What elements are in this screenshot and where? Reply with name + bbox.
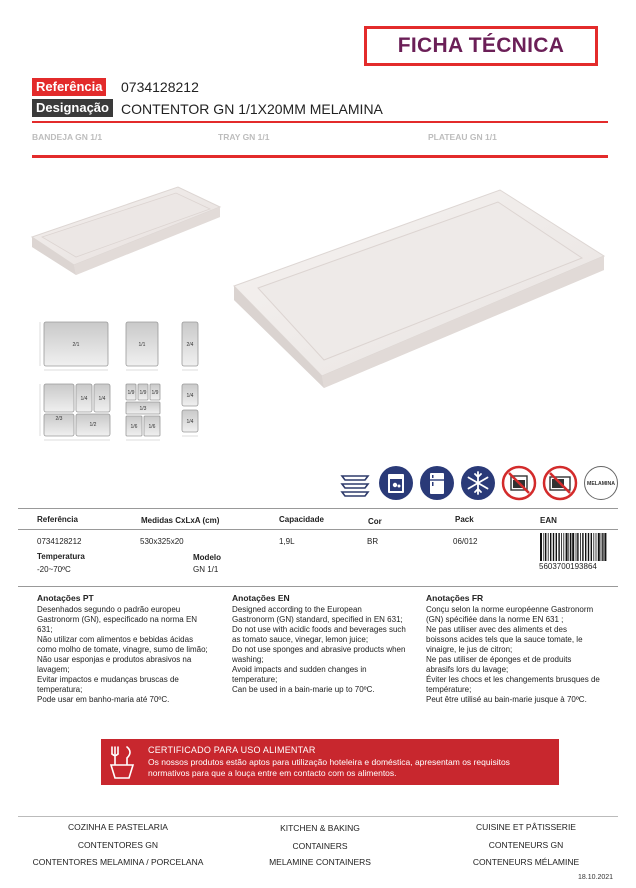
barcode-bar — [598, 533, 600, 561]
td-measures: 530x325x20 — [140, 537, 184, 546]
melamine-icon-text: MELAMINA — [587, 481, 615, 487]
barcode-bar — [588, 533, 589, 561]
th-color: Cor — [368, 517, 382, 526]
diagram-label: 1/9 — [139, 390, 147, 396]
footer-pt-2: CONTENTORES GN — [77, 840, 159, 850]
designation-value: CONTENTOR GN 1/1X20MM MELAMINA — [121, 101, 383, 117]
td-reference: 0734128212 — [37, 537, 82, 546]
diagram-label: 1/4 — [186, 419, 194, 425]
notes-en-body: Designed according to the European Gastronorm (GN) standard, specified in EN 631; Do not use with acidic foods and beverages such as tomato sauce, vinegar, lemon juice; Do not use sponges and abrasive products when washing; Avoid impacts and sudden changes in temperature; Can be used in a bain-marie up to 70ºC. — [232, 605, 406, 694]
barcode-bar — [540, 533, 542, 561]
barcode-bar — [580, 533, 581, 561]
barcode-bar — [568, 533, 569, 561]
barcode-bar — [561, 533, 562, 561]
footer-fr-2: CONTENEURS GN — [488, 840, 564, 850]
barcode-bar — [596, 533, 597, 561]
melamine-icon — [583, 465, 619, 501]
td-pack: 06/012 — [453, 537, 478, 546]
barcode-bar — [572, 533, 574, 561]
barcode-bar — [545, 533, 546, 561]
barcode-bar — [548, 533, 549, 561]
barcode-bar — [601, 533, 602, 561]
freezer-icon — [460, 465, 496, 501]
diagram-label: 1/9 — [127, 390, 135, 396]
td-model: GN 1/1 — [193, 565, 219, 574]
diagram-label: 1/1 — [138, 342, 146, 348]
barcode-bar — [576, 533, 577, 561]
table-header-line — [18, 529, 618, 530]
section-divider — [32, 155, 608, 158]
th-ean: EAN — [540, 516, 557, 525]
notes-pt-body: Desenhados segundo o padrão europeu Gastronorm (GN), especificado na norma EN 631; Não utilizar com alimentos e bebidas ácidas como molho de tomate, vinagre, sumo de limão; Não usar esponjas e produtos abrasivos na lavagem; Evitar impactos e mudanças bruscas de temperatura; Pode usar em banho-maria até 70ºC. — [37, 605, 208, 704]
td-temperature: -20~70ºC — [37, 565, 71, 574]
barcode-bar — [593, 533, 594, 561]
gn-size-diagrams — [28, 318, 214, 452]
footer-pt-1: COZINHA E PASTELARIA — [68, 822, 168, 832]
barcode-bar — [543, 533, 544, 561]
th-capacity: Capacidade — [279, 515, 324, 524]
barcode-bar — [553, 533, 554, 561]
header-divider — [32, 121, 608, 123]
footer-en-3: MELAMINE CONTAINERS — [269, 857, 371, 867]
notes-en-title: Anotações EN — [232, 593, 290, 603]
barcode-bar — [563, 533, 564, 561]
food-certificate-banner — [101, 739, 559, 785]
tray-image-large — [232, 188, 608, 392]
diagram-label: 1/9 — [151, 390, 159, 396]
th-temperature: Temperatura — [37, 552, 85, 561]
name-fr: PLATEAU GN 1/1 — [428, 132, 497, 142]
diagram-label: 2/4 — [186, 342, 194, 348]
diagram-label: 1/3 — [139, 406, 147, 412]
barcode-bar — [556, 533, 557, 561]
ean-barcode — [539, 533, 609, 561]
barcode-bar — [570, 533, 571, 561]
table-bottom-line — [18, 586, 618, 587]
th-model: Modelo — [193, 553, 221, 562]
reference-tag: Referência — [32, 78, 106, 96]
td-capacity: 1,9L — [279, 537, 295, 546]
designation-tag: Designação — [32, 99, 113, 117]
diagram-label: 2/3 — [55, 416, 63, 422]
title-box — [364, 26, 598, 66]
certificate-title: CERTIFICADO PARA USO ALIMENTAR — [148, 745, 316, 755]
dishwasher-icon — [378, 465, 414, 501]
page-title: FICHA TÉCNICA — [397, 34, 565, 57]
diagram-label: 1/6 — [148, 424, 156, 430]
diagram-label: 1/2 — [89, 422, 97, 428]
document-date: 18.10.2021 — [578, 874, 614, 881]
footer-line — [18, 816, 618, 817]
td-color: BR — [367, 537, 379, 546]
barcode-bar — [602, 533, 603, 561]
barcode-bar — [550, 533, 551, 561]
footer-fr-1: CUISINE ET PÂTISSERIE — [476, 822, 576, 832]
barcode-bar — [604, 533, 606, 561]
no-oven-icon — [501, 465, 537, 501]
icons-row — [337, 465, 619, 501]
reference-value: 0734128212 — [121, 79, 199, 95]
tray-image-small — [28, 185, 224, 285]
th-measures: Medidas CxLxA (cm) — [141, 516, 220, 525]
diagram-label: 1/4 — [186, 393, 194, 399]
barcode-bar — [558, 533, 559, 561]
name-pt: BANDEJA GN 1/1 — [32, 132, 103, 142]
footer-en-1: KITCHEN & BAKING — [280, 823, 360, 833]
barcode-bar — [585, 533, 586, 561]
certificate-body: Os nossos produtos estão aptos para utilização hoteleira e doméstica, apresentam os requisitos normativos para que a louça entre em contacto com os alimentos. — [148, 757, 510, 778]
th-pack: Pack — [455, 515, 474, 524]
diagram-label: 1/4 — [98, 396, 106, 402]
diagram-label: 1/6 — [130, 424, 138, 430]
footer-pt-3: CONTENTORES MELAMINA / PORCELANA — [32, 857, 204, 867]
name-en: TRAY GN 1/1 — [218, 132, 270, 142]
footer-fr-3: CONTENEURS MÉLAMINE — [472, 857, 580, 867]
diagram-label: 1/4 — [80, 396, 88, 402]
no-microwave-icon — [542, 465, 578, 501]
stackable-icon — [337, 465, 373, 501]
barcode-bar — [577, 533, 578, 561]
food-safe-icon — [107, 744, 137, 780]
barcode-bar — [566, 533, 568, 561]
barcode-bar — [582, 533, 583, 561]
th-reference: Referência — [37, 515, 78, 524]
footer-en-2: CONTAINERS — [292, 841, 348, 851]
diagram-label: 2/1 — [72, 342, 80, 348]
notes-pt-title: Anotações PT — [37, 593, 94, 603]
notes-fr-body: Conçu selon la norme européenne Gastronorm (GN) spécifiée dans la norme EN 631 ; Ne pas utiliser avec des aliments et des boissons acides tels que la sauce tomate, le vinaigre, le jus de citron; Ne pas utiliser de éponges et de produits abrasifs lors du lavage; Éviter les chocs et les changements brusques de température; Peut être utilisé au bain-marie jusque à 70ºC. — [426, 605, 600, 704]
table-top-line — [18, 508, 618, 509]
td-ean: 5603700193864 — [539, 562, 597, 571]
barcode-bar — [591, 533, 592, 561]
notes-fr-title: Anotações FR — [426, 593, 484, 603]
fridge-icon — [419, 465, 455, 501]
